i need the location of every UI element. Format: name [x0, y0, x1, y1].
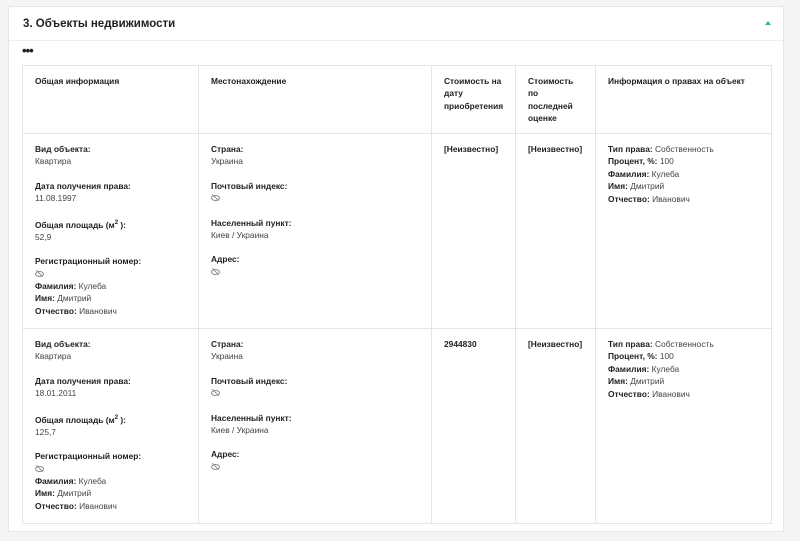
header-location: Местонахождение: [199, 66, 432, 134]
cell-location: [199, 329, 432, 524]
value-owner-name: Дмитрий: [630, 181, 665, 192]
value-owner-surname: Кулеба: [651, 363, 680, 374]
label-object-type: Вид объекта:: [35, 339, 91, 349]
value-cost-acquisition: [Неизвестно]: [444, 144, 499, 154]
value-name: Дмитрий: [57, 488, 92, 499]
eye-hidden-icon: [211, 268, 220, 275]
header-cost-acquisition: Стоимость на дату приобретения: [432, 66, 516, 134]
label-name: Имя:: [35, 488, 55, 499]
section-title: 3. Объекты недвижимости: [23, 17, 176, 30]
value-right-type: Собственность: [654, 339, 714, 349]
label-owner-name: Имя:: [608, 181, 628, 192]
table-row: [23, 329, 772, 524]
value-area: 125,7: [35, 426, 56, 437]
cell-cost-acquisition: [432, 329, 516, 524]
cell-rights-info: [596, 134, 772, 329]
label-settlement: Населенный пункт:: [211, 217, 292, 228]
label-surname: Фамилия:: [35, 281, 77, 292]
label-address: Адрес:: [211, 254, 240, 265]
value-patronymic: Иванович: [79, 305, 117, 316]
label-postal: Почтовый индекс:: [211, 180, 288, 191]
value-owner-patronymic: Иванович: [652, 388, 690, 399]
cell-rights-info: [596, 329, 772, 524]
label-object-type: Вид объекта:: [35, 144, 91, 154]
header-cost-last: Стоимость по последней оценке: [516, 66, 596, 134]
value-name: Дмитрий: [57, 293, 92, 304]
value-cost-acquisition: 2944830: [444, 339, 477, 349]
label-right-type: Тип права:: [608, 144, 653, 154]
label-country: Страна:: [211, 339, 244, 349]
eye-hidden-icon: [35, 465, 44, 472]
cell-general-info: [23, 329, 199, 524]
label-address: Адрес:: [211, 449, 240, 460]
label-settlement: Населенный пункт:: [211, 412, 292, 423]
label-patronymic: Отчество:: [35, 305, 77, 316]
value-country: Украина: [211, 156, 243, 167]
eye-hidden-icon: [211, 463, 220, 470]
value-percent: 100: [659, 156, 674, 167]
label-owner-surname: Фамилия:: [608, 168, 650, 179]
value-settlement: Киев / Украина: [211, 425, 269, 436]
label-patronymic: Отчество:: [35, 500, 77, 511]
label-postal: Почтовый индекс:: [211, 375, 288, 386]
eye-hidden-icon: [211, 194, 220, 201]
more-options-icon[interactable]: •••: [22, 43, 33, 58]
value-patronymic: Иванович: [79, 500, 117, 511]
label-right-date: Дата получения права:: [35, 375, 131, 386]
label-surname: Фамилия:: [35, 476, 77, 487]
label-percent: Процент, %:: [608, 351, 658, 362]
cell-cost-acquisition: [432, 134, 516, 329]
cell-cost-last: [516, 134, 596, 329]
chevron-up-icon[interactable]: [765, 21, 771, 25]
value-surname: Кулеба: [78, 281, 107, 292]
value-cost-last: [Неизвестно]: [528, 339, 583, 349]
value-right-type: Собственность: [654, 144, 714, 154]
label-name: Имя:: [35, 293, 55, 304]
value-right-date: 11.08.1997: [35, 193, 77, 204]
value-country: Украина: [211, 351, 243, 362]
value-object-type: Квартира: [35, 156, 72, 167]
eye-hidden-icon: [35, 270, 44, 277]
eye-hidden-icon: [211, 389, 220, 396]
value-cost-last: [Неизвестно]: [528, 144, 583, 154]
label-right-type: Тип права:: [608, 339, 653, 349]
label-owner-surname: Фамилия:: [608, 363, 650, 374]
value-percent: 100: [659, 351, 674, 362]
label-right-date: Дата получения права:: [35, 180, 131, 191]
value-area: 52,9: [35, 231, 52, 242]
label-owner-patronymic: Отчество:: [608, 193, 650, 204]
label-percent: Процент, %:: [608, 156, 658, 167]
value-owner-surname: Кулеба: [651, 168, 680, 179]
real-estate-panel: [8, 6, 784, 532]
label-area: Общая площадь ($м^2$ ):: [35, 414, 126, 425]
value-right-date: 18.01.2011: [35, 388, 77, 399]
label-country: Страна:: [211, 144, 244, 154]
value-owner-patronymic: Иванович: [652, 193, 690, 204]
value-owner-name: Дмитрий: [630, 376, 665, 387]
label-area: Общая площадь ($м^2$ ):: [35, 219, 126, 230]
table-header-row: [23, 66, 772, 134]
value-settlement: Киев / Украина: [211, 230, 269, 241]
real-estate-table: [22, 65, 772, 524]
cell-general-info: [23, 134, 199, 329]
cell-cost-last: [516, 329, 596, 524]
label-owner-patronymic: Отчество:: [608, 388, 650, 399]
label-reg-number: Регистрационный номер:: [35, 256, 142, 267]
cell-location: [199, 134, 432, 329]
header-general-info: Общая информация: [23, 66, 199, 134]
header-rights-info: Информация о правах на объект: [596, 66, 772, 134]
value-object-type: Квартира: [35, 351, 72, 362]
section-header[interactable]: [9, 7, 783, 41]
table-row: [23, 134, 772, 329]
label-owner-name: Имя:: [608, 376, 628, 387]
label-reg-number: Регистрационный номер:: [35, 451, 142, 462]
value-surname: Кулеба: [78, 476, 107, 487]
